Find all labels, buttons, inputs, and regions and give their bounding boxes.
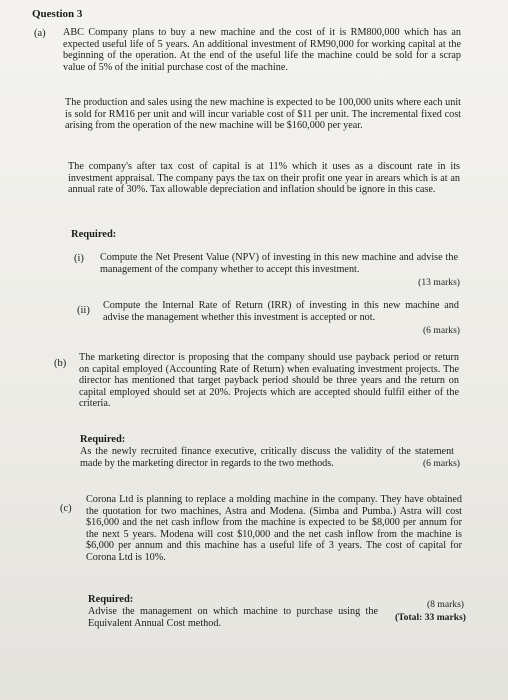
part-a-item-i-text: Compute the Net Present Value (NPV) of investing in this new machine and advise the management of the company whether to accept this investment. — [100, 252, 458, 275]
part-a-label: (a) — [34, 28, 46, 39]
part-a-item-i-label: (i) — [74, 253, 84, 264]
part-c-label: (c) — [60, 503, 72, 514]
part-a-paragraph-1: ABC Company plans to buy a new machine and the cost of it is RM800,000 which has an expected useful life of 5 years. An additional investment of RM90,000 for working capital at the beginning of the operation. At the end of the useful life the machine could be sold for a scrap value of 5% of the initial purchase cost of the machine. — [63, 27, 461, 73]
part-a-paragraph-3: The company's after tax cost of capital is at 11% which it uses as a discount rate in its investment appraisal. The company pays the tax on their profit one year in arears which is at an annual rate of 30%. Tax allowable depreciation and inflation should be ignore in this case. — [68, 161, 460, 196]
part-b-required-heading: Required: — [80, 434, 126, 445]
part-c-required-heading: Required: — [88, 594, 134, 605]
part-a-item-ii-marks: (6 marks) — [422, 325, 460, 336]
part-a-required-heading: Required: — [71, 229, 117, 240]
part-b-marks: (6 marks) — [422, 458, 460, 469]
part-b-label: (b) — [54, 358, 67, 369]
part-a-item-ii-label: (ii) — [77, 305, 90, 316]
part-b-required-text: As the newly recruited finance executive, critically discuss the validity of the statement made by the marketing director in regards to the two methods. — [80, 446, 454, 469]
question-title: Question 3 — [32, 8, 83, 20]
part-a-item-ii-text: Compute the Internal Rate of Return (IRR) of investing in this new machine and advise the management whether this investment is accepted or not. — [103, 300, 459, 323]
part-a-item-i-marks: (13 marks) — [418, 277, 460, 288]
total-marks: (Total: 33 marks) — [394, 612, 466, 623]
part-c-required-text: Advise the management on which machine to purchase using the Equivalent Annual Cost method. — [88, 606, 378, 629]
part-a-paragraph-2: The production and sales using the new machine is expected to be 100,000 units where each unit is sold for RM16 per unit and will incur variable cost of $11 per unit. The incremental fixed cost arising from the operation of the new machine will be $160,000 per year. — [65, 97, 461, 132]
part-c-paragraph: Corona Ltd is planning to replace a molding machine in the company. They have obtained the quotation for two machines, Astra and Modena. (Simba and Pumba.) Astra will cost $16,000 and the net cash inflow from the machine is expected to be $8,000 per annum for the next 5 years. Modena will cost $10,000 and the net cash inflow from the machine is $6,000 per annum and this machine has a useful life of 3 years. The cost of capital for Corona Ltd is 10%. — [86, 494, 462, 563]
part-c-marks: (8 marks) — [426, 599, 464, 610]
part-b-paragraph: The marketing director is proposing that the company should use payback period or return on capital employed (Accounting Rate of Return) when evaluating investment projects. The director has mentioned that target payback period should be three years and the return on capital employed should set at 20%. Projects which are accepted should fulfil either of the criteria. — [79, 352, 459, 410]
